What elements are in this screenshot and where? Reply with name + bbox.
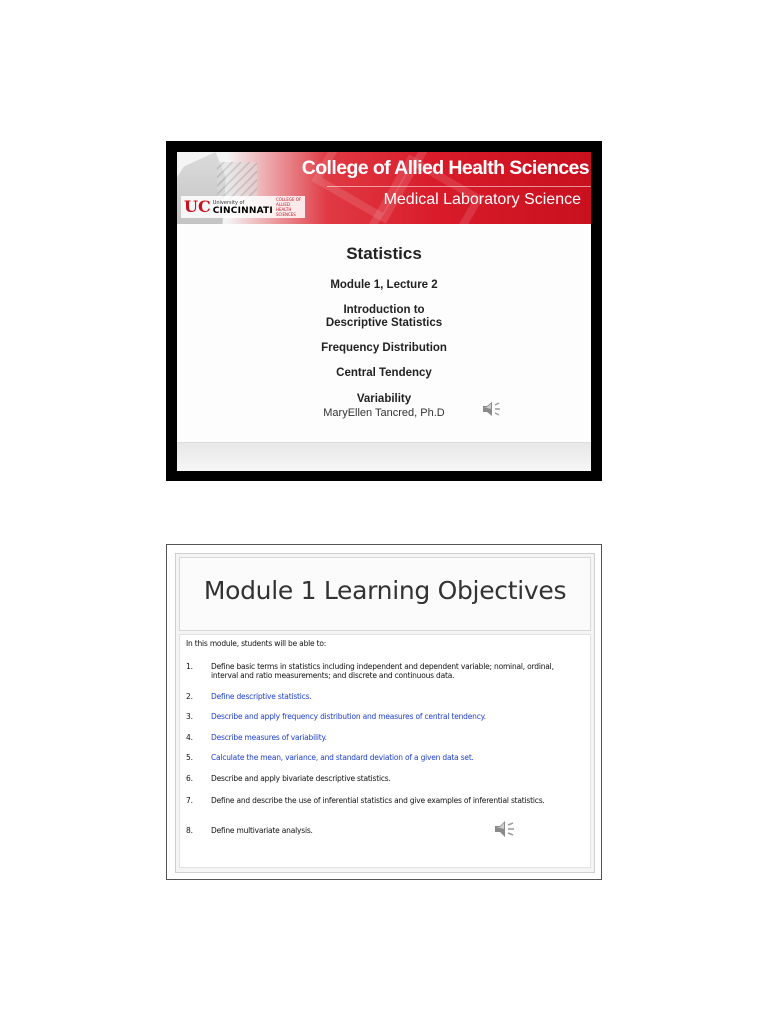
slide-1 [166,141,602,481]
topic-intro-line1: Introduction to [343,304,425,316]
uc-logo [181,196,305,218]
slide-1-content [177,152,591,470]
objective-item: 8. Define multivariate analysis. [186,826,313,835]
college-banner [177,152,591,224]
topic-frequency: Frequency Distribution [321,342,447,354]
college-name: College of Allied Health Sciences [301,157,589,179]
uc-logo-mark: UC [184,197,211,216]
slide-2 [166,544,602,880]
uc-logo-name: CINCINNATI [212,206,273,216]
slide-1-footer [177,442,591,471]
uc-logo-small-text: University of [212,200,245,206]
slide-1-title: Statistics [346,244,422,263]
objectives-list [179,634,591,868]
objective-item: 3. Describe and apply frequency distribution and measures of central tendency. [186,712,486,721]
objective-item: 5. Calculate the mean, variance, and standard deviation of a given data set. [186,753,474,762]
topic-intro-line2: Descriptive Statistics [325,317,443,329]
topic-variability: Variability [356,393,412,405]
objective-item: 4. Describe measures of variability. [186,733,327,742]
objective-item: 1. Define basic terms in statistics including independent and dependent variable; nominal, ordinal, interval and ratio measurements; and discrete and continuous data. [186,662,554,680]
slide-2-content [175,553,595,873]
objective-item: 7. Define and describe the use of inferential statistics and give examples of inferential statistics. [186,796,545,805]
objectives-intro: In this module, students will be able to: [186,639,327,648]
speaker-icon[interactable] [493,818,517,840]
objective-item: 6. Describe and apply bivariate descriptive statistics. [186,774,391,783]
department-name: Medical Laboratory Science [383,191,581,208]
uc-logo-college-text: COLLEGE OF ALLIED HEALTH SCIENCES [275,197,302,217]
objective-item: 2. Define descriptive statistics. [186,692,312,701]
banner-divider [327,186,591,187]
module-lecture: Module 1, Lecture 2 [330,279,438,291]
author-name: MaryEllen Tancred, Ph.D [323,407,445,419]
topic-central-tendency: Central Tendency [336,367,432,379]
slide-2-title: Module 1 Learning Objectives [203,576,567,605]
speaker-icon[interactable] [481,399,503,419]
slide-2-title-box [179,557,591,631]
slide-1-body [177,224,591,442]
